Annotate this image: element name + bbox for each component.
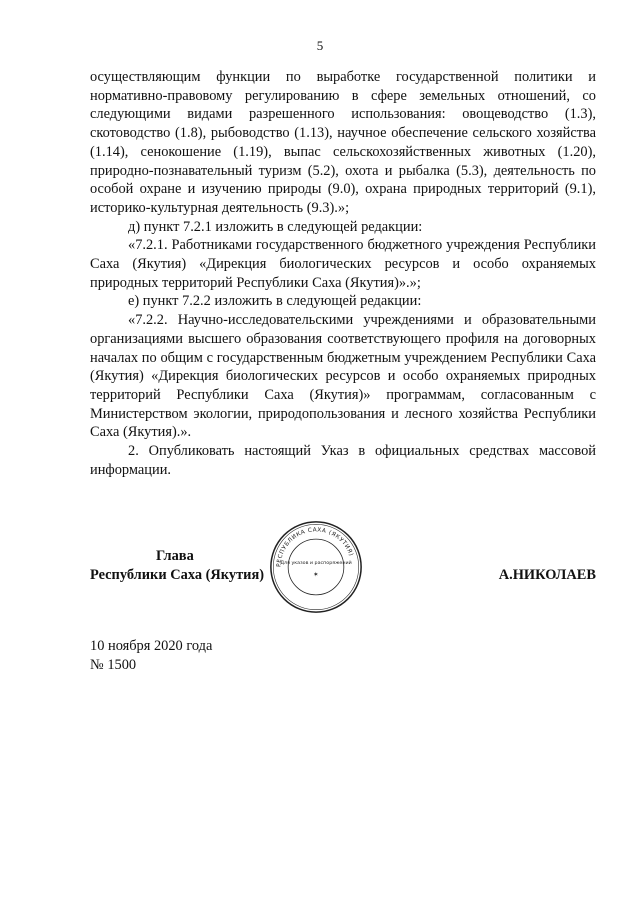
svg-text:Для указов и распоряжений: Для указов и распоряжений: [280, 561, 352, 567]
body-paragraph: «7.2.1. Работниками государственного бюджетного учреждения Республики Саха (Якутия) «Дирекция биологических ресурсов и особо охраняемых природных территорий Республики Саха (Якутия)».»;: [90, 237, 596, 291]
signatory-title: Глава: [156, 548, 194, 564]
document-date: 10 ноября 2020 года: [90, 638, 213, 654]
body-paragraph: д) пункт 7.2.1 изложить в следующей редакции:: [128, 218, 423, 235]
svg-text:РЕСПУБЛИКА САХА (ЯКУТИЯ): РЕСПУБЛИКА САХА (ЯКУТИЯ): [276, 527, 354, 568]
body-paragraph: 2. Опубликовать настоящий Указ в официальных средствах массовой информации.: [90, 443, 596, 478]
document-number: № 1500: [90, 657, 137, 673]
body-paragraph: осуществляющим функции по выработке государственной политики и нормативно-правовому регулированию в сфере земельных отношений, со следующими видами разрешенного использования: овощеводство (1.3), скотоводство (1.8), рыбоводство (1.13), научное обеспечение сельского хозяйства (1.14), сенокошение (1.19), выпас сельскохозяйственных животных (1.20), природно-познавательный туризм (5.2), охота и рыбалка (5.3), деятельность по особой охране и изучению природы (9.0), охрана природных территорий (9.1), историко-культурная деятельность (9.3).»;: [90, 69, 596, 216]
body-paragraph: «7.2.2. Научно-исследовательскими учреждениями и образовательными организациями высшего образования соответствующего профиля на договорных началах по общим с государственным бюджетным учреждением Республики Саха (Якутия) «Дирекция биологических ресурсов и особо охраняемых природных территорий Республики Саха (Якутия)» программам, согласованным с Министерством экологии, природопользования и лесного хозяйства Республики Саха (Якутия).».: [90, 312, 596, 441]
official-seal: [268, 519, 364, 615]
signatory-name: А.НИКОЛАЕВ: [498, 567, 596, 583]
svg-text:✶: ✶: [313, 571, 319, 579]
body-paragraph: е) пункт 7.2.2 изложить в следующей редакции:: [128, 293, 422, 310]
document-body: [90, 68, 596, 479]
signatory-title-region: Республики Саха (Якутия): [90, 567, 265, 583]
page-number: 5: [316, 38, 324, 53]
